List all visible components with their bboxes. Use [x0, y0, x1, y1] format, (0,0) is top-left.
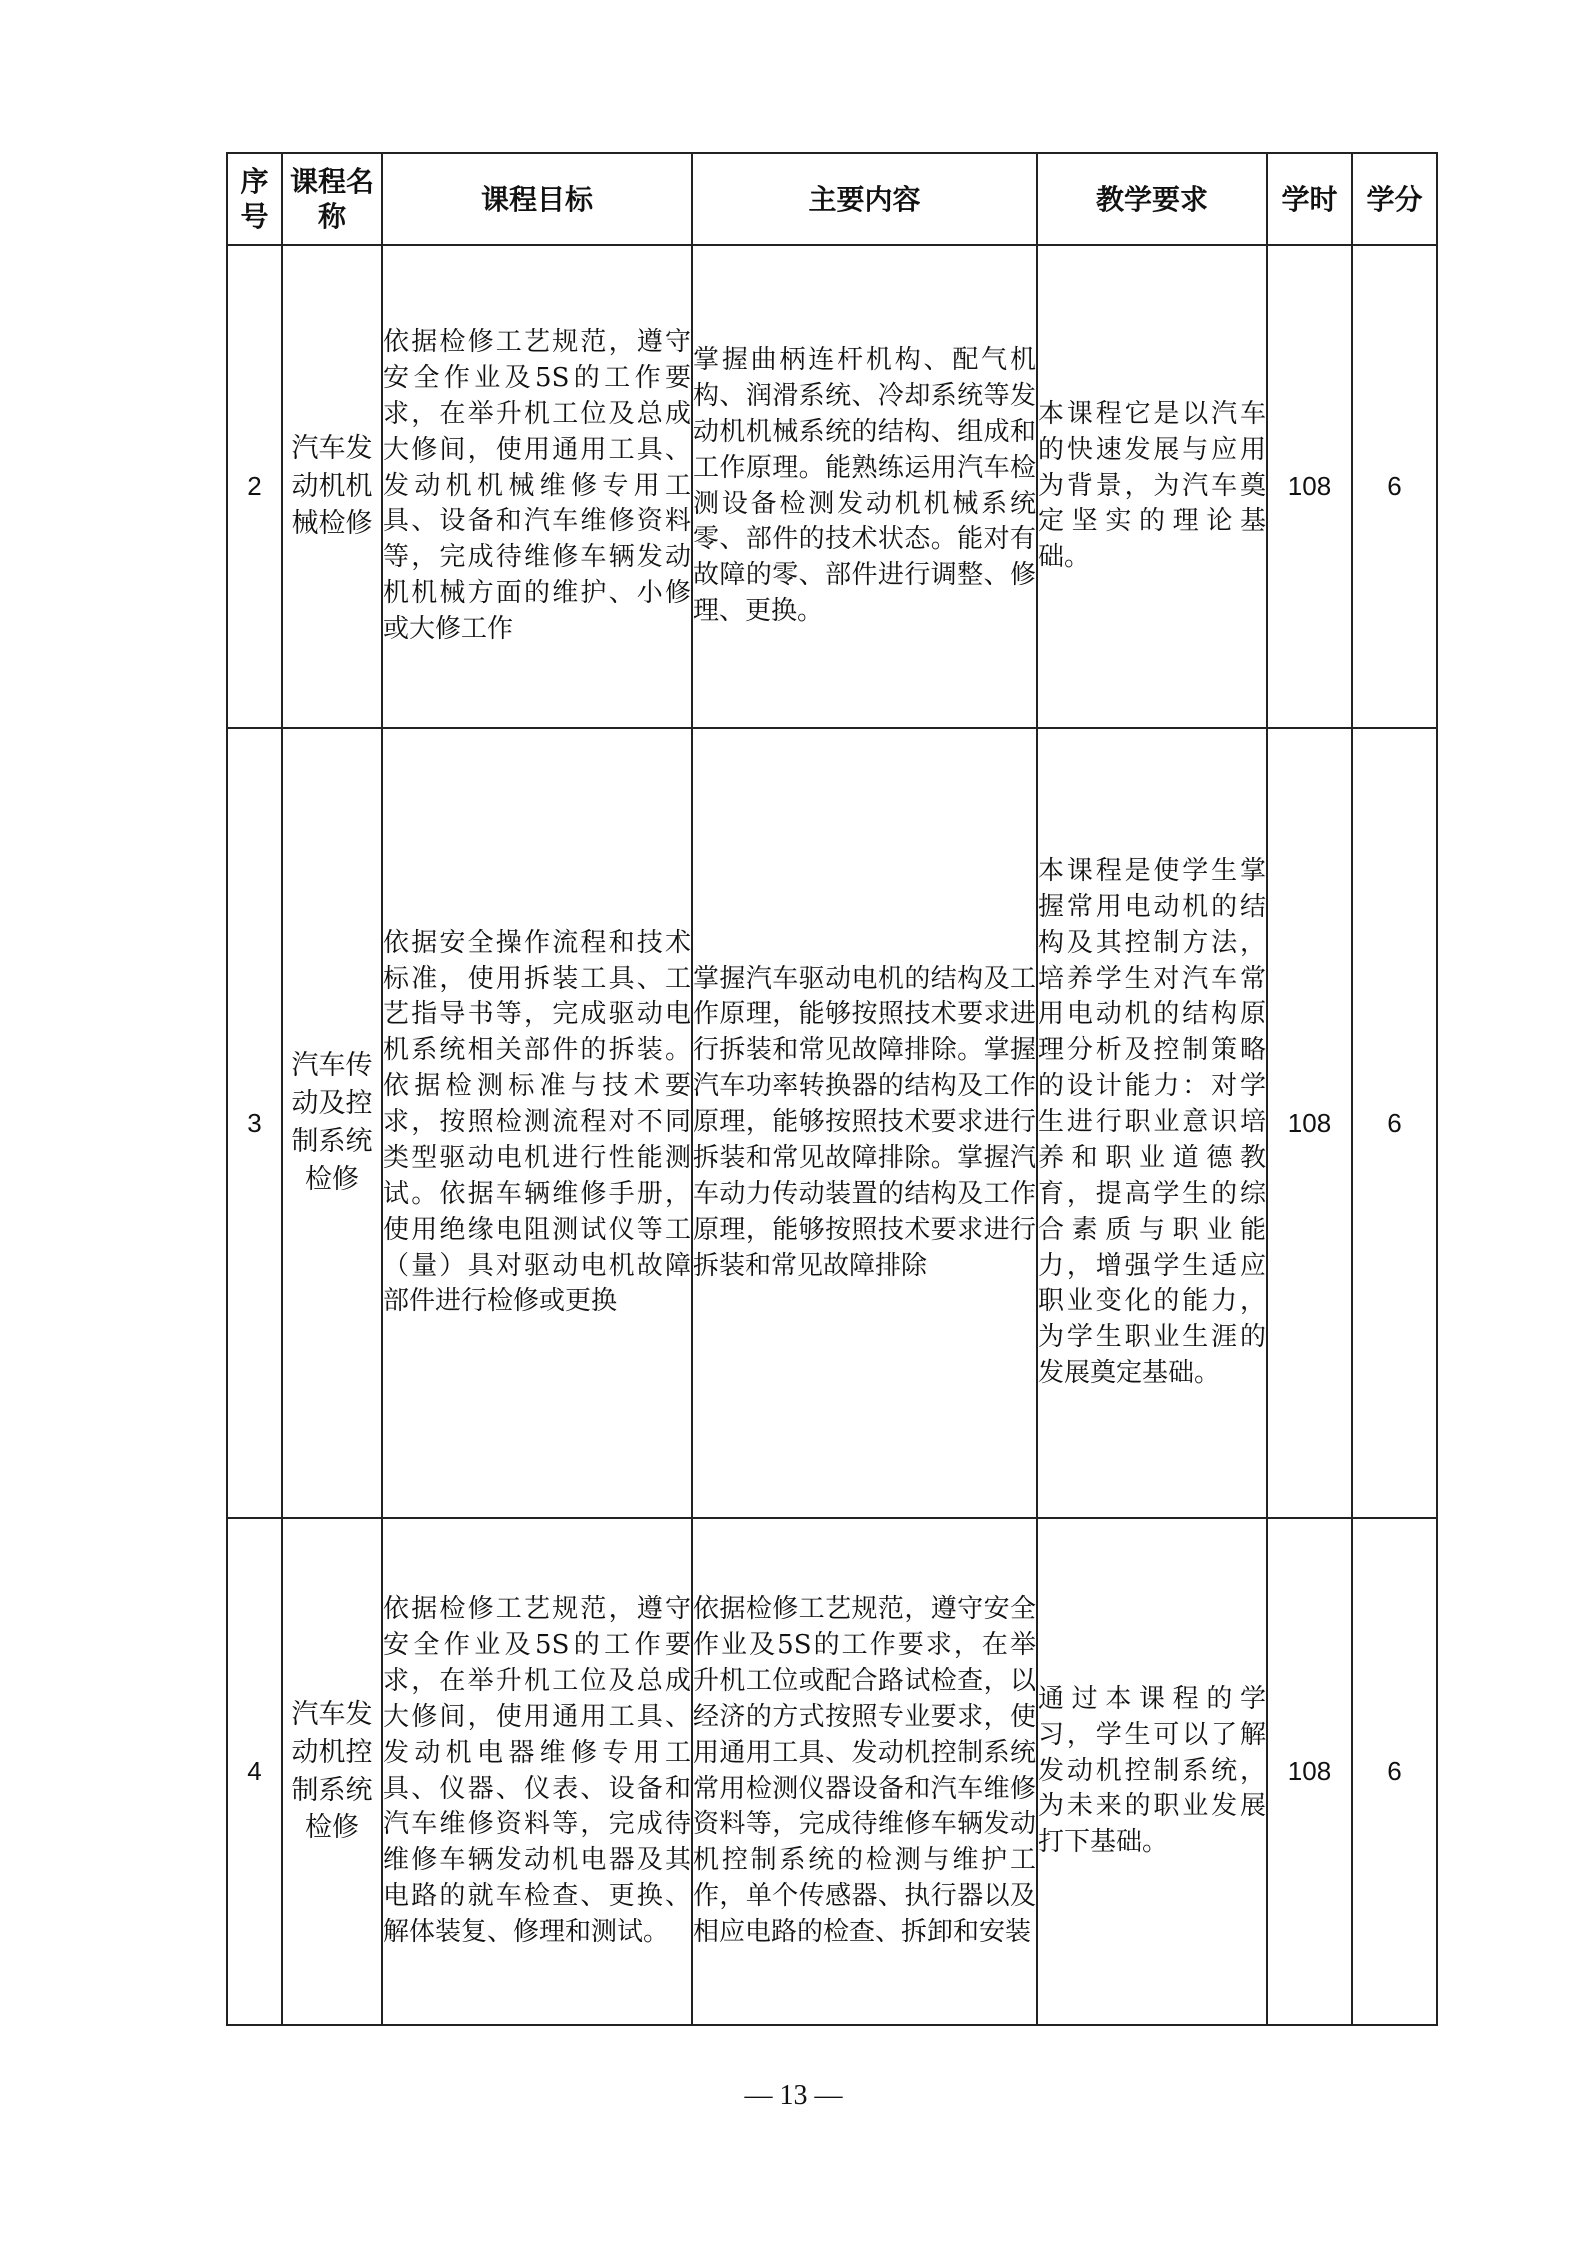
course-hours: 108: [1267, 728, 1352, 1518]
table-row: [227, 728, 1437, 1518]
course-credits: 6: [1352, 1518, 1437, 2025]
table-header-row: [227, 153, 1437, 245]
header-index: 序号: [227, 153, 282, 245]
header-goal: 课程目标: [382, 153, 692, 245]
course-name: 汽车发动机机械检修: [282, 245, 382, 728]
course-name: 汽车发动机控制系统检修: [282, 1518, 382, 2025]
course-content: 掌握汽车驱动电机的结构及工作原理，能够按照技术要求进行拆装和常见故障排除。掌握汽车功率转换器的结构及工作原理，能够按照技术要求进行拆装和常见故障排除。掌握汽车动力传动装置的结构及工作原理，能够按照技术要求进行拆装和常见故障排除: [692, 728, 1037, 1518]
header-name: 课程名称: [282, 153, 382, 245]
row-index: 3: [227, 728, 282, 1518]
course-goal: 依据检修工艺规范，遵守安全作业及5S的工作要求，在举升机工位及总成大修间，使用通用工具、发动机电器维修专用工具、仪器、仪表、设备和汽车维修资料等，完成待维修车辆发动机电器及其电路的就车检查、更换、解体装复、修理和测试。: [382, 1518, 692, 2025]
header-requirement: 教学要求: [1037, 153, 1267, 245]
page-number: — 13 —: [744, 2080, 843, 2111]
header-hours: 学时: [1267, 153, 1352, 245]
row-index: 2: [227, 245, 282, 728]
table-row: [227, 245, 1437, 728]
course-hours: 108: [1267, 1518, 1352, 2025]
course-goal: 依据检修工艺规范，遵守安全作业及5S的工作要求，在举升机工位及总成大修间，使用通用工具、发动机机械维修专用工具、设备和汽车维修资料等，完成待维修车辆发动机机械方面的维护、小修或大修工作: [382, 245, 692, 728]
course-requirement: 通过本课程的学习，学生可以了解发动机控制系统，为未来的职业发展打下基础。: [1037, 1518, 1267, 2025]
course-table: [226, 152, 1438, 2026]
table-row: [227, 1518, 1437, 2025]
course-credits: 6: [1352, 728, 1437, 1518]
course-requirement: 本课程它是以汽车的快速发展与应用为背景，为汽车奠定坚实的理论基础。: [1037, 245, 1267, 728]
header-credits: 学分: [1352, 153, 1437, 245]
course-goal: 依据安全操作流程和技术标准，使用拆装工具、工艺指导书等，完成驱动电机系统相关部件的拆装。依据检测标准与技术要求，按照检测流程对不同类型驱动电机进行性能测试。依据车辆维修手册，使用绝缘电阻测试仪等工（量）具对驱动电机故障部件进行检修或更换: [382, 728, 692, 1518]
course-requirement: 本课程是使学生掌握常用电动机的结构及其控制方法，培养学生对汽车常用电动机的结构原理分析及控制策略的设计能力：对学生进行职业意识培养和职业道德教育，提高学生的综合素质与职业能力，增强学生适应职业变化的能力，为学生职业生涯的发展奠定基础。: [1037, 728, 1267, 1518]
course-hours: 108: [1267, 245, 1352, 728]
course-content: 掌握曲柄连杆机构、配气机构、润滑系统、冷却系统等发动机机械系统的结构、组成和工作原理。能熟练运用汽车检测设备检测发动机机械系统零、部件的技术状态。能对有故障的零、部件进行调整、修理、更换。: [692, 245, 1037, 728]
header-content: 主要内容: [692, 153, 1037, 245]
course-content: 依据检修工艺规范，遵守安全作业及5S的工作要求，在举升机工位或配合路试检查，以经济的方式按照专业要求，使用通用工具、发动机控制系统常用检测仪器设备和汽车维修资料等，完成待维修车辆发动机控制系统的检测与维护工作，单个传感器、执行器以及相应电路的检查、拆卸和安装: [692, 1518, 1037, 2025]
course-credits: 6: [1352, 245, 1437, 728]
course-name: 汽车传动及控制系统检修: [282, 728, 382, 1518]
row-index: 4: [227, 1518, 282, 2025]
